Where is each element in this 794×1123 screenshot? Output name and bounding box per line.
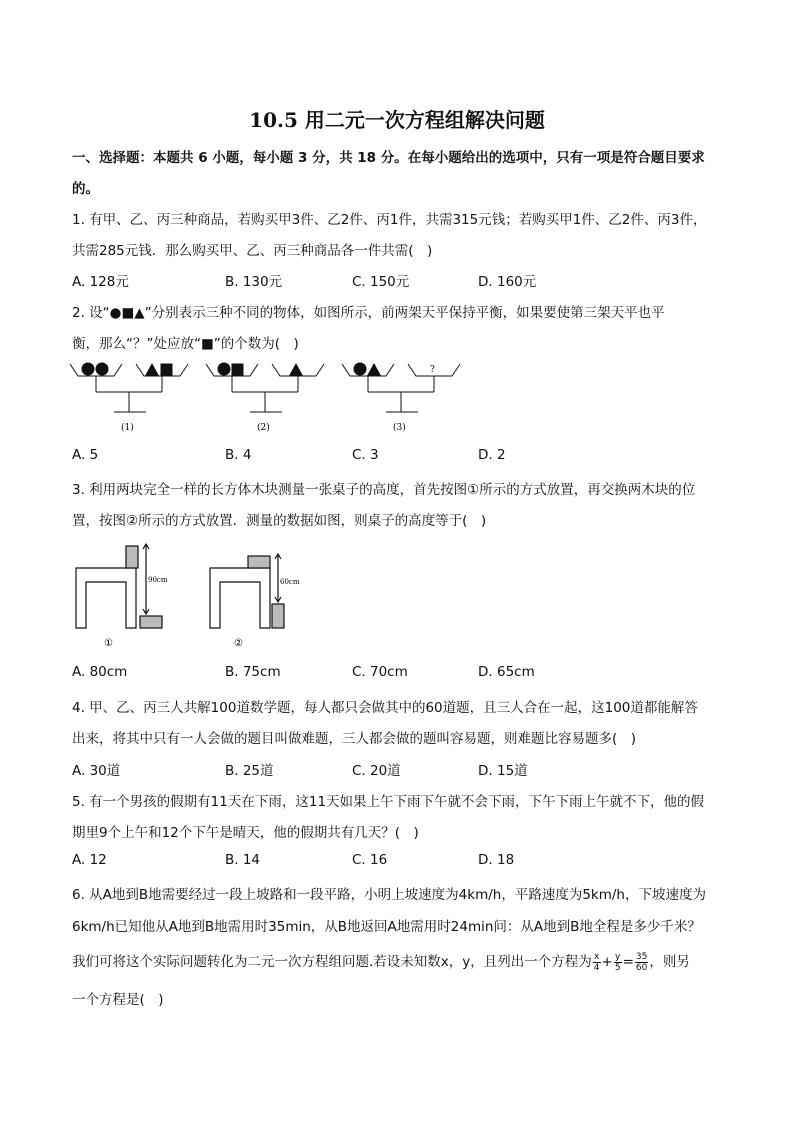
q3-option-c[interactable]: C. 70cm	[352, 664, 408, 680]
fig-label-circle-1: ①	[104, 638, 113, 649]
balance-scale-1	[70, 363, 188, 412]
fig-label-circle-2: ②	[234, 638, 243, 649]
circle-icon	[96, 363, 108, 375]
table-figure-1	[76, 544, 162, 628]
table-figure-2	[210, 554, 284, 628]
q6-text-line2: 6km/h已知他从A地到B地需用时35min，从B地返回A地需用时24min问：从A地到B地全程是多少千米？	[72, 919, 701, 935]
fraction-x-over-4: $\frac{x}{4}$	[593, 951, 600, 973]
page-title: 10.5 用二元一次方程组解决问题	[249, 108, 545, 132]
fig-label-1: (1)	[121, 423, 134, 433]
q4-text-line2: 出来，将其中只有一人会做的题目叫做难题，三人都会做的题叫容易题，则难题比容易题多( )	[72, 731, 637, 747]
q1-option-c[interactable]: C. 150元	[352, 274, 410, 290]
q5-option-b[interactable]: B. 14	[225, 852, 261, 868]
q3-option-b[interactable]: B. 75cm	[225, 664, 281, 680]
triangle-icon	[146, 364, 158, 375]
q6-text-line4: 一个方程是( )	[72, 992, 164, 1008]
q3-option-d[interactable]: D. 65cm	[478, 664, 535, 680]
q6-text-line3	[72, 950, 690, 973]
q5-text-line1: 5. 有一个男孩的假期有11天在下雨，这11天如果上午下雨下午就不会下雨，下午下雨上午就不下，他的假	[72, 794, 705, 810]
square-icon	[161, 364, 172, 375]
balance-scales-figure	[66, 356, 466, 436]
q1-text-line2: 共需285元钱．那么购买甲、乙、丙三种商品各一件共需( )	[72, 243, 433, 259]
q3-text-line2: 置，按图②所示的方式放置．测量的数据如图，则桌子的高度等于( )	[72, 513, 487, 529]
fraction-y-over-5: $\frac{y}{5}$	[614, 951, 621, 973]
q5-option-a[interactable]: A. 12	[72, 852, 107, 868]
wood-block-vertical	[126, 546, 138, 568]
section-heading-cont: 的。	[72, 181, 99, 197]
circle-icon	[82, 363, 94, 375]
square-icon	[232, 364, 243, 375]
triangle-icon	[290, 364, 302, 375]
q2-option-a[interactable]: A. 5	[72, 447, 99, 463]
measure-90: 90cm	[148, 576, 168, 584]
q2-option-b[interactable]: B. 4	[225, 447, 252, 463]
balance-scale-3	[342, 363, 460, 412]
circle-icon	[354, 363, 366, 375]
table-height-figure	[70, 540, 300, 652]
q2-text-line2: 衡，那么“？”处应放“■”的个数为( )	[72, 336, 299, 352]
q2-option-d[interactable]: D. 2	[478, 447, 506, 463]
q4-option-c[interactable]: C. 20道	[352, 763, 401, 779]
q1-option-b[interactable]: B. 130元	[225, 274, 283, 290]
q5-option-d[interactable]: D. 18	[478, 852, 515, 868]
measure-60: 60cm	[280, 578, 300, 586]
q4-option-d[interactable]: D. 15道	[478, 763, 528, 779]
q6-text-line1: 6. 从A地到B地需要经过一段上坡路和一段平路，小明上坡速度为4km/h，平路速度为5km/h，下坡速度为	[72, 887, 706, 903]
wood-block-vertical	[272, 604, 284, 628]
q2-option-c[interactable]: C. 3	[352, 447, 379, 463]
q3-text-line1: 3. 利用两块完全一样的长方体木块测量一张桌子的高度，首先按图①所示的方式放置，再交换两木块的位	[72, 482, 696, 498]
q6-line3-pre: 我们可将这个实际问题转化为二元一次方程组问题.若设未知数x，y，且列出一个方程为	[72, 954, 592, 970]
q3-option-a[interactable]: A. 80cm	[72, 664, 128, 680]
fig-label-2: (2)	[257, 423, 270, 433]
wood-block-horizontal	[140, 616, 162, 628]
section-heading: 一、选择题：本题共 6 小题，每小题 3 分，共 18 分。在每小题给出的选项中，只有一项是符合题目要求	[72, 150, 705, 166]
q1-option-a[interactable]: A. 128元	[72, 274, 129, 290]
question-mark: ?	[430, 365, 435, 375]
q5-option-c[interactable]: C. 16	[352, 852, 388, 868]
q2-text-line1: 2. 设“●■▲”分别表示三种不同的物体，如图所示，前两架天平保持平衡，如果要使第三架天平也平	[72, 305, 665, 321]
equals-sign: =	[622, 954, 634, 970]
q1-text-line1: 1. 有甲、乙、丙三种商品，若购买甲3件、乙2件、丙1件，共需315元钱；若购买甲1件、乙2件、丙3件，	[72, 212, 707, 228]
q5-text-line2: 期里9个上午和12个下午是晴天，他的假期共有几天？( )	[72, 825, 419, 841]
balance-scale-2	[206, 363, 324, 412]
q6-line3-post: ，则另	[649, 954, 690, 970]
q4-text-line1: 4. 甲、乙、丙三人共解100道数学题，每人都只会做其中的60道题，且三人合在一起，这100道都能解答	[72, 700, 698, 716]
triangle-icon	[368, 364, 380, 375]
q1-option-d[interactable]: D. 160元	[478, 274, 537, 290]
q4-option-b[interactable]: B. 25道	[225, 763, 274, 779]
circle-icon	[218, 363, 230, 375]
fraction-35-over-60: $\frac{35}{60}$	[635, 951, 648, 973]
plus-sign: +	[601, 954, 613, 970]
fig-label-3: (3)	[393, 423, 406, 433]
q4-option-a[interactable]: A. 30道	[72, 763, 121, 779]
wood-block-horizontal	[248, 556, 270, 568]
